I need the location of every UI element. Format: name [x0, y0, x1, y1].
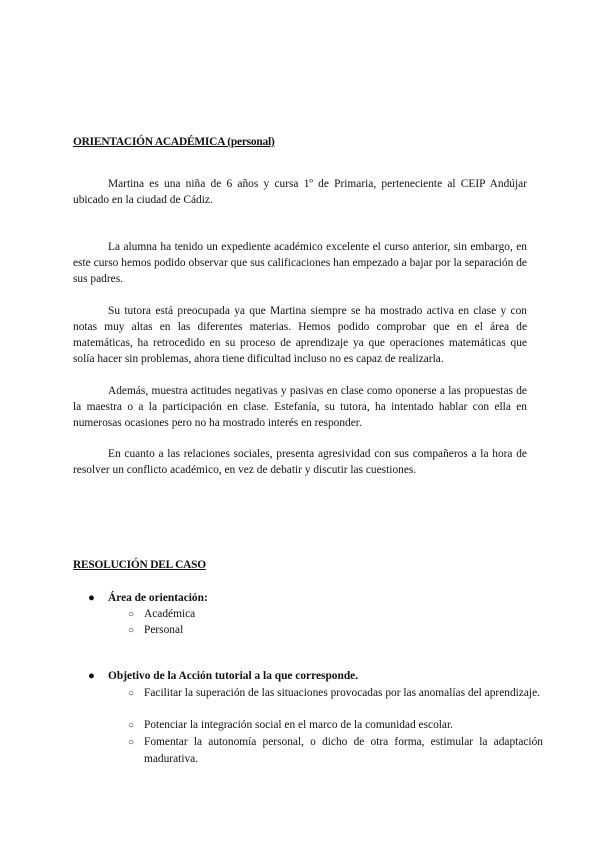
sub-item-academica — [128, 606, 543, 623]
sub-item-fomentar — [128, 734, 543, 767]
bullet-dot-icon: ● — [88, 592, 95, 604]
sub-item-facilitar — [128, 685, 543, 702]
circle-bullet-icon: ○ — [128, 688, 135, 699]
paragraph-relaciones: En cuanto a las relaciones sociales, presenta agresividad con sus compañeros a la hora de resolver un conflicto académico, en vez de debatir y discutir las cuestiones. — [73, 448, 527, 476]
circle-bullet-icon: ○ — [128, 720, 135, 731]
paragraph-intro: Martina es una niña de 6 años y cursa 1º de Primaria, perteneciente al CEIP Andújar ubicado en la ciudad de Cádiz. — [73, 178, 527, 206]
section-heading-orientacion: ORIENTACIÓN ACADÉMICA (personal) — [73, 136, 275, 148]
paragraph-actitudes: Además, muestra actitudes negativas y pasivas en clase como oponerse a las propuestas de la maestra o a la participación en clase. Estefanía, su tutora, ha intentado hablar con ella en numerosas ocasiones pero no ha mostrado interés en responder. — [73, 385, 527, 429]
sub-item-personal — [128, 622, 543, 639]
circle-bullet-icon: ○ — [128, 737, 135, 748]
sub-item-text: Académica — [144, 608, 196, 620]
paragraph-tutora: Su tutora está preocupada ya que Martina siempre se ha mostrado activa en clase y con notas muy altas en las diferentes materias. Hemos podido comprobar que en el área de matemáticas, ha retrocedido en su proceso de aprendizaje ya que operaciones matemáticas que solía hacer sin problemas, ahora tiene dificultad incluso no es capaz de realizarla. — [73, 305, 527, 365]
bullet-label: Objetivo de la Acción tutorial a la que corresponde. — [108, 670, 359, 682]
sub-item-potenciar — [128, 717, 543, 734]
section-heading-resolucion: RESOLUCIÓN DEL CASO — [73, 559, 206, 571]
sub-item-text: Fomentar la autonomía personal, o dicho de otra forma, estimular la adaptación madurativa. — [144, 736, 543, 765]
sub-item-text: Personal — [144, 624, 184, 636]
sub-item-text: Potenciar la integración social en el marco de la comunidad escolar. — [144, 719, 454, 731]
circle-bullet-icon: ○ — [128, 609, 135, 620]
bullet-area-orientacion — [88, 590, 208, 606]
paragraph-expediente: La alumna ha tenido un expediente académico excelente el curso anterior, sin embargo, en este curso hemos podido observar que sus calificaciones han empezado a bajar por la separación de sus padres. — [73, 241, 527, 285]
circle-bullet-icon: ○ — [128, 625, 135, 636]
sub-item-text: Facilitar la superación de las situaciones provocadas por las anomalías del aprendizaje. — [144, 687, 540, 699]
bullet-dot-icon: ● — [88, 670, 95, 682]
bullet-label: Área de orientación: — [108, 592, 208, 604]
bullet-objetivo — [88, 668, 358, 684]
